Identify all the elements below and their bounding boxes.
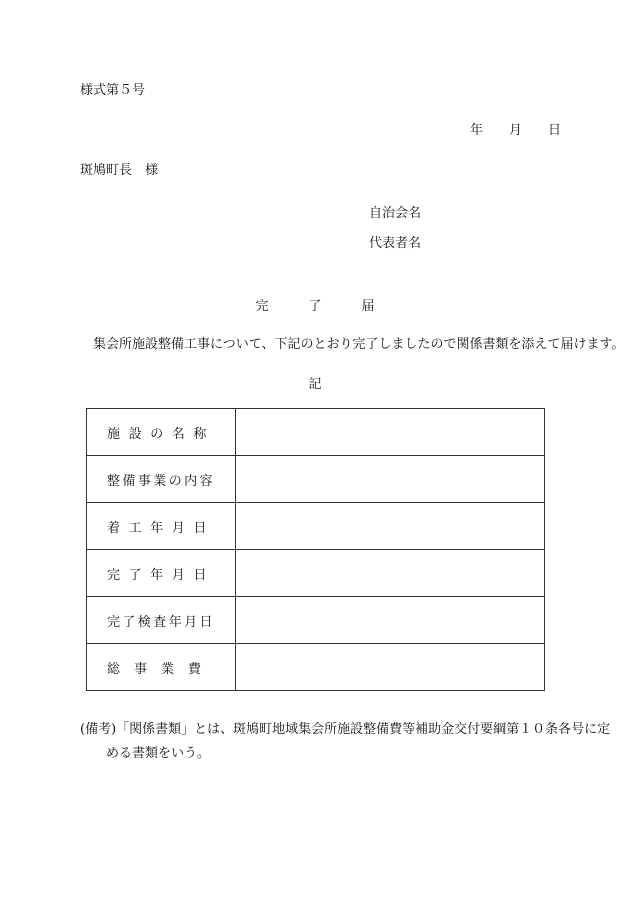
row-label — [87, 503, 236, 550]
row-label-text: 総 事 業 費 — [107, 661, 202, 677]
row-value-cell — [236, 409, 545, 456]
row-label — [87, 456, 236, 503]
representative-label: 代表者名 — [369, 236, 422, 251]
table-row — [87, 550, 545, 597]
row-label — [87, 597, 236, 644]
row-value-cell — [236, 597, 545, 644]
note-line-1: (備考)「関係書類」とは、斑鳩町地域集会所施設整備費等補助金交付要綱第１０条各号に定 — [80, 722, 611, 737]
table-row — [87, 456, 545, 503]
title-char-3: 届 — [361, 299, 375, 314]
note-line-2: める書類をいう。 — [106, 746, 211, 761]
association-name-label: 自治会名 — [369, 206, 422, 221]
items-table — [86, 408, 545, 691]
date-year: 年 — [470, 123, 484, 138]
row-label-text: 施 設 の 名 称 — [107, 426, 207, 442]
addressee: 斑鳩町長 様 — [80, 163, 159, 178]
title-char-1: 完 — [255, 299, 269, 314]
title-char-2: 了 — [308, 299, 322, 314]
body-text: 集会所施設整備工事について、下記のとおり完了しましたので関係書類を添えて届けます。 — [93, 337, 625, 352]
row-value-cell — [236, 550, 545, 597]
row-label-text: 着 工 年 月 日 — [107, 520, 207, 536]
table-row — [87, 597, 545, 644]
row-label-text: 完 了 年 月 日 — [107, 567, 207, 583]
table-row — [87, 503, 545, 550]
document-title — [0, 295, 630, 314]
row-label — [87, 409, 236, 456]
row-value-cell — [236, 644, 545, 691]
row-value-cell — [236, 456, 545, 503]
row-value-cell — [236, 503, 545, 550]
date-day: 日 — [548, 123, 562, 138]
table-row — [87, 644, 545, 691]
row-label — [87, 644, 236, 691]
form-number: 様式第５号 — [80, 83, 146, 98]
date-month: 月 — [509, 123, 523, 138]
date-line — [470, 119, 561, 138]
row-label — [87, 550, 236, 597]
table-row — [87, 409, 545, 456]
row-label-text: 完 了 検 査 年 月 日 — [107, 614, 213, 630]
ki-heading: 記 — [308, 377, 322, 392]
row-label-text: 整 備 事 業 の 内 容 — [107, 473, 213, 489]
